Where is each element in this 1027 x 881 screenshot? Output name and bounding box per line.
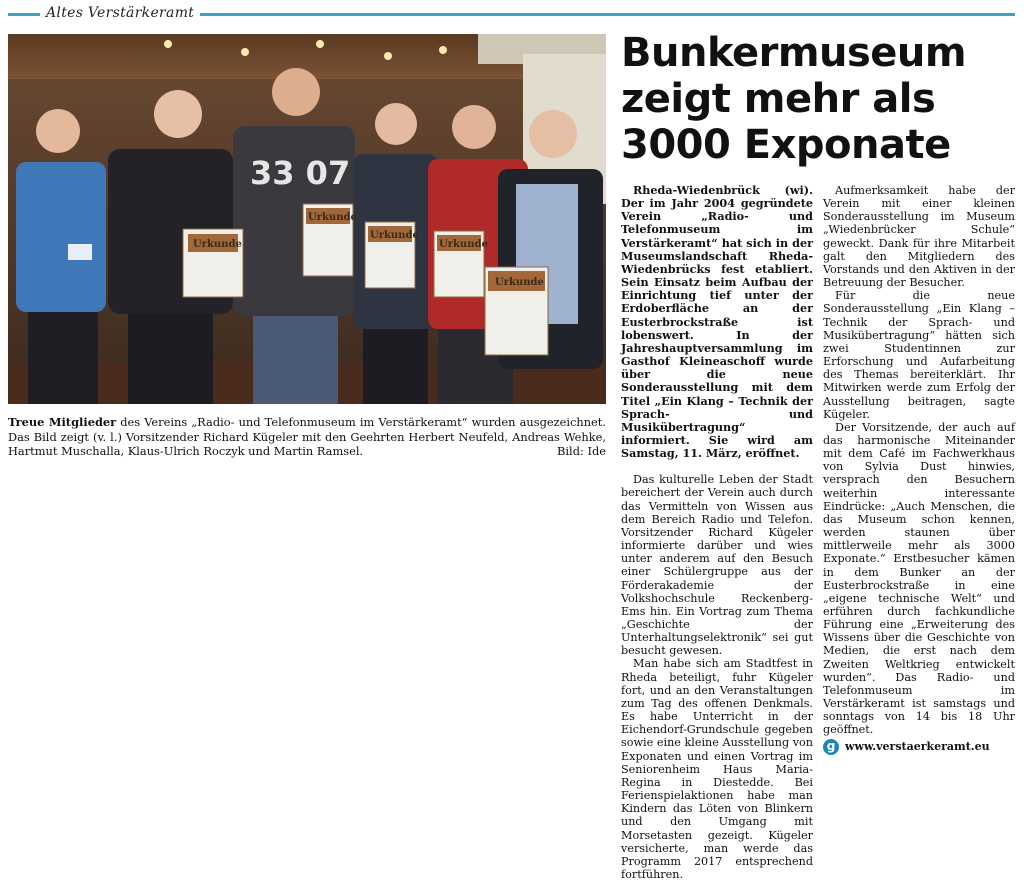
article-paragraph-1: Das kulturelle Leben der Stadt bereichert der Verein auch durch das Vermitteln von Wissen aus dem Bereich Radio und Telefon. Vorsitzender Richard Kügeler informierte darüber und wies unter anderem auf den Besuch einer Schülergruppe aus der Förderakademie der Volkshochschule Reckenberg-Ems hin. Ein Vortrag zum Thema „Geschichte der Unterhaltungselektronik“ sei gut besucht gewesen. xyxy=(621,473,813,658)
g-logo-icon: g xyxy=(823,739,839,755)
certificate-label-4: Urkunde xyxy=(439,239,488,250)
certificate-label-3: Urkunde xyxy=(370,230,419,241)
article-paragraph-5: Der Vorsitzende, der auch auf das harmonische Miteinander mit dem Café im Fachwerkhaus von Sylvia Dust hinwies, versprach den Besuchern weiterhin interessante Eindrücke: „Auch Menschen, die das Museum schon kennen, werden staunen über mittlerweile mehr als 3000 Exponate.“ Erstbesucher kämen in dem Bunker an der Eusterbrockstraße in eine „eigene technische Welt“ und erführen durch fachkundliche Führung eine „Erweiterung des Wissens über die Geschichte von Medien, die erst nach dem Zweiten Weltkrieg entwickelt wurden“. Das Radio- und Telefonmuseum im Verstärkeramt ist samstags und sonntags von 14 bis 18 Uhr geöffnet. xyxy=(823,420,1015,737)
certificate-label-2: Urkunde xyxy=(308,212,357,223)
article-paragraph-4: Für die neue Sonderausstellung „Ein Klang – Technik der Sprach- und Musikübertragung“ hätten sich zwei Studentinnen zur Erforschung und Aufarbeitung des Themas bereiterklärt. Ihr Mitwirken werde zum Erfolg der Ausstellung beitragen, sagte Kügeler. xyxy=(823,289,1015,421)
caption-lead: Treue Mitglieder xyxy=(8,415,117,429)
article-headline: Bunkermuseum zeigt mehr als 3000 Exponate xyxy=(621,30,967,168)
rubric-rule-left xyxy=(8,13,40,16)
website-url[interactable]: www.verstaerkeramt.eu xyxy=(845,739,990,753)
article-lead: Rheda-Wiedenbrück (wi). Der im Jahr 2004 gegründete Verein „Radio- und Telefonmuseum im Verstärkeramt“ hat sich in der Museumslandschaft Rheda-Wiedenbrücks fest etabliert. Sein Einsatz beim Aufbau der Einrichtung tief unter der Erdoberfläche an der Eusterbrockstraße ist lobenswert. In der Jahreshauptversammlung im Gasthof Kleineaschoff wurde über die neue Sonderausstellung mit dem Titel „Ein Klang – Technik der Sprach- und Musikübertragung“ informiert. Sie wird am Samstag, 11. März, eröffnet. xyxy=(621,183,813,461)
photo-credit: Bild: Ide xyxy=(557,444,606,458)
shirt-print: 33 07 xyxy=(250,154,351,192)
article-column-2 xyxy=(823,184,1015,755)
certificate-label-1: Urkunde xyxy=(193,239,242,250)
article-paragraph-2: Man habe sich am Stadtfest in Rheda beteiligt, fuhr Kügeler fort, und an den Veranstaltungen zum Tag des offenen Denkmals. Es habe Unterricht in der Eichendorf-Grundschule gegeben sowie eine kleine Ausstellung von Exponaten und einen Vortrag im Seniorenheim Haus Maria-Regina in Diestedde. Bei Ferienspielaktionen habe man Kindern das Löten von Blinkern und den Umgang mit Morsetasten gezeigt. Kügeler versicherte, man werde das Programm 2017 entsprechend fortführen. xyxy=(621,657,813,881)
caption-text: des Vereins „Radio- und Telefonmuseum im Verstärkeramt“ wurden ausgezeichnet. Das Bild zeigt (v. l.) Vorsitzender Richard Kügeler mit den Geehrten Herbert Neufeld, Andreas Wehke, Hartmut Muschalla, Klaus-Ulrich Roczyk und Martin Ramsel. xyxy=(8,415,606,458)
article-column-1 xyxy=(621,184,813,881)
group-photo xyxy=(8,34,606,404)
website-link[interactable] xyxy=(823,739,1015,755)
rubric-rule-right xyxy=(200,13,1015,16)
certificate-label-5: Urkunde xyxy=(495,277,544,288)
article-paragraph-3: Aufmerksamkeit habe der Verein mit einer kleinen Sonderausstellung im Museum „Wiedenbrücker Schule“ geweckt. Dank für ihre Mitarbeit galt den Mitgliedern des Vorstands und den Aktiven in der Betreuung der Besucher. xyxy=(823,184,1015,290)
rubric-label: Altes Verstärkeramt xyxy=(46,5,195,21)
photo-caption xyxy=(8,415,606,459)
